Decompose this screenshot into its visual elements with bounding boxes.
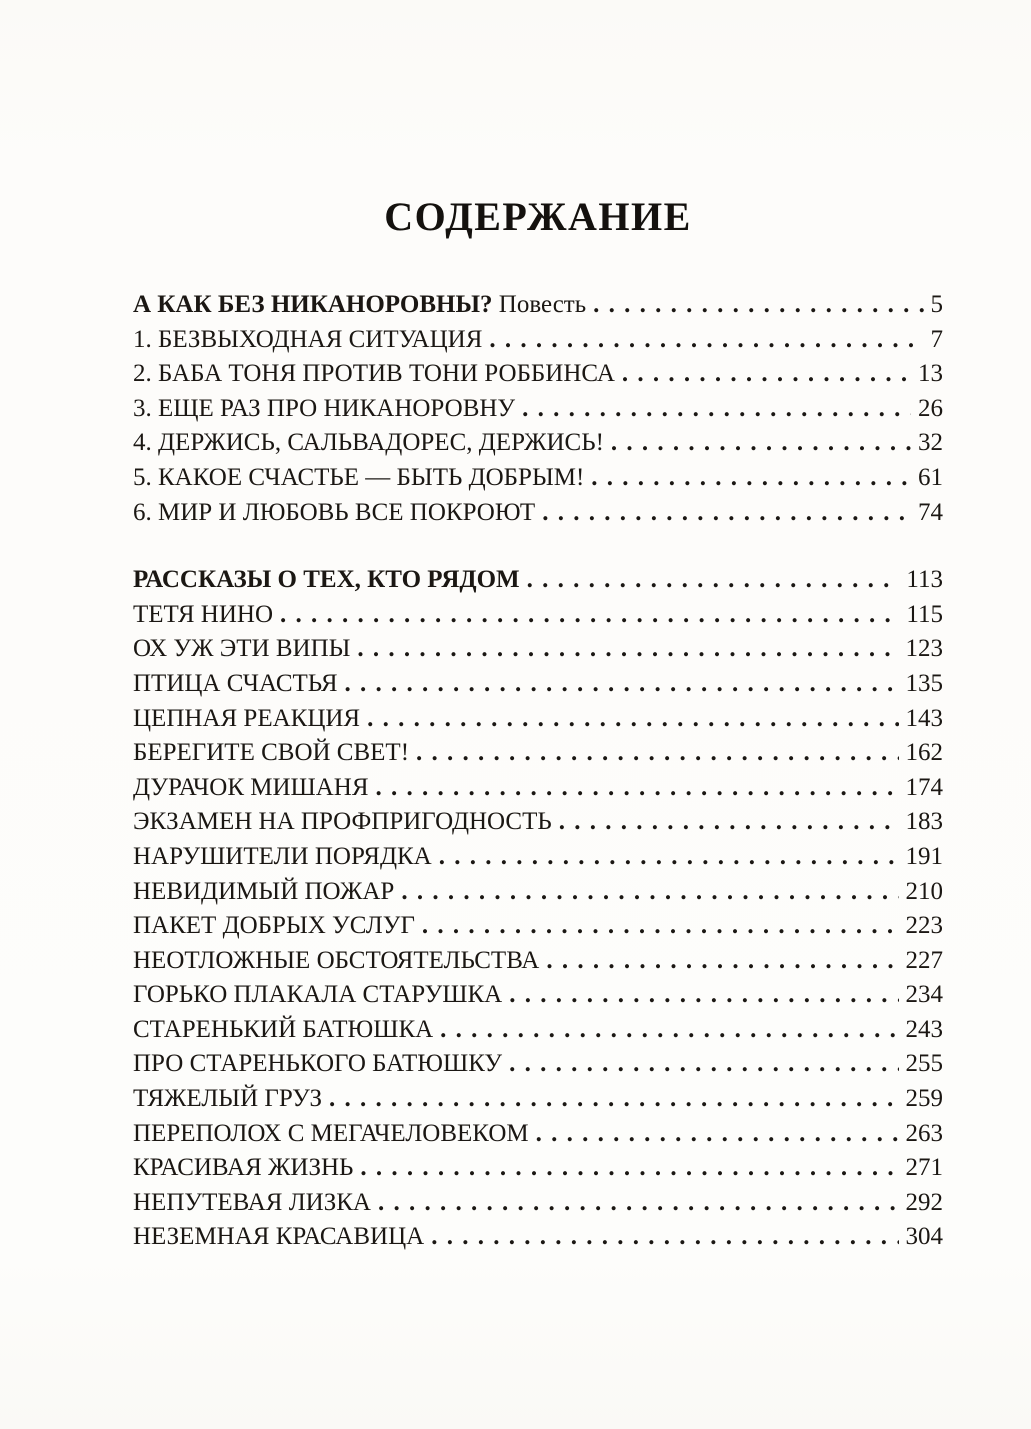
toc-entry-label: 2. БАБА ТОНЯ ПРОТИВ ТОНИ РОББИНСА <box>133 360 615 388</box>
toc-page-number: 191 <box>905 842 943 870</box>
toc-row <box>133 392 943 427</box>
toc-row <box>133 598 943 633</box>
toc-entry-suffix: Повесть <box>498 291 587 318</box>
toc-leader-dots <box>593 288 923 323</box>
toc-row <box>133 1013 943 1048</box>
toc-row <box>133 461 943 496</box>
toc-row <box>133 496 943 531</box>
toc-leader-dots <box>559 805 899 840</box>
toc-entry-label: РАССКАЗЫ О ТЕХ, КТО РЯДОМ <box>133 566 520 594</box>
toc-row <box>133 323 943 358</box>
toc-page-number: 210 <box>905 877 943 905</box>
toc-page-number: 183 <box>905 808 943 836</box>
toc-entry-label: КРАСИВАЯ ЖИЗНЬ <box>133 1154 354 1182</box>
toc-row <box>133 563 943 598</box>
toc-page-number: 74 <box>918 498 943 526</box>
toc-row <box>133 288 943 323</box>
toc-row <box>133 771 943 806</box>
toc-row <box>133 1082 943 1117</box>
toc-row <box>133 909 943 944</box>
toc-leader-dots <box>611 426 911 461</box>
toc-entry-label: 6. МИР И ЛЮБОВЬ ВСЕ ПОКРОЮТ <box>133 498 536 526</box>
toc-page-number: 135 <box>905 669 943 697</box>
toc-entry-label: НАРУШИТЕЛИ ПОРЯДКА <box>133 842 432 870</box>
toc-entry-label: ТЕТЯ НИНО <box>133 600 274 628</box>
toc-leader-dots <box>536 1117 899 1152</box>
toc-page-number: 13 <box>918 360 943 388</box>
toc-entry-label: ПТИЦА СЧАСТЬЯ <box>133 669 338 697</box>
toc-leader-dots <box>542 496 911 531</box>
toc-row <box>133 840 943 875</box>
toc-leader-dots <box>509 1047 898 1082</box>
toc-entry-label: А КАК БЕЗ НИКАНОРОВНЫ? <box>133 291 493 318</box>
toc-row <box>133 632 943 667</box>
toc-leader-dots <box>401 875 898 910</box>
toc-page-number: 263 <box>905 1119 943 1147</box>
toc-row <box>133 702 943 737</box>
toc-entry-label: 4. ДЕРЖИСЬ, САЛЬВАДОРЕС, ДЕРЖИСЬ! <box>133 429 604 457</box>
toc-row <box>133 805 943 840</box>
toc-row <box>133 1151 943 1186</box>
toc-entry-label: СТАРЕНЬКИЙ БАТЮШКА <box>133 1015 434 1043</box>
toc-leader-dots <box>280 598 899 633</box>
toc-entry-label: ТЯЖЕЛЫЙ ГРУЗ <box>133 1085 323 1113</box>
toc-entry-label: НЕОТЛОЖНЫЕ ОБСТОЯТЕЛЬСТВА <box>133 946 540 974</box>
toc-leader-dots <box>509 978 898 1013</box>
toc-page-number: 223 <box>905 912 943 940</box>
toc-page-number: 7 <box>930 325 943 353</box>
toc-row <box>133 944 943 979</box>
toc-entry-label: НЕВИДИМЫЙ ПОЖАР <box>133 877 395 905</box>
toc-page-number: 292 <box>905 1188 943 1216</box>
toc-section <box>133 563 943 1255</box>
toc-leader-dots <box>367 702 898 737</box>
page-title: СОДЕРЖАНИЕ <box>384 193 692 239</box>
toc-leader-dots <box>376 771 899 806</box>
toc-entry-label: ДУРАЧОК МИШАНЯ <box>133 773 369 801</box>
toc-entry-label: ГОРЬКО ПЛАКАЛА СТАРУШКА <box>133 981 503 1009</box>
toc-page-number: 271 <box>905 1154 943 1182</box>
toc-row <box>133 426 943 461</box>
toc-row <box>133 667 943 702</box>
toc-leader-dots <box>357 632 898 667</box>
toc-row <box>133 1117 943 1152</box>
toc-page-number: 174 <box>905 773 943 801</box>
toc <box>133 288 943 1255</box>
toc-row <box>133 875 943 910</box>
toc-page-number: 26 <box>918 394 943 422</box>
toc-leader-dots <box>489 323 923 358</box>
toc-entry-label: 5. КАКОЕ СЧАСТЬЕ — БЫТЬ ДОБРЫМ! <box>133 463 585 491</box>
toc-section <box>133 288 943 530</box>
toc-leader-dots <box>360 1151 898 1186</box>
toc-page-number: 259 <box>905 1085 943 1113</box>
toc-entry-label: ПАКЕТ ДОБРЫХ УСЛУГ <box>133 912 415 940</box>
toc-page-number: 61 <box>918 463 943 491</box>
toc-entry-label: 1. БЕЗВЫХОДНАЯ СИТУАЦИЯ <box>133 325 483 353</box>
toc-row <box>133 1047 943 1082</box>
toc-row <box>133 357 943 392</box>
toc-page-number: 234 <box>905 981 943 1009</box>
toc-page-number: 123 <box>905 635 943 663</box>
toc-row <box>133 736 943 771</box>
toc-page-number: 162 <box>905 739 943 767</box>
toc-leader-dots <box>422 909 899 944</box>
toc-entry-label: НЕЗЕМНАЯ КРАСАВИЦА <box>133 1223 425 1251</box>
toc-page-number: 227 <box>905 946 943 974</box>
toc-entry-label: ОХ УЖ ЭТИ ВИПЫ <box>133 635 351 663</box>
toc-leader-dots <box>522 392 911 427</box>
toc-leader-dots <box>546 944 898 979</box>
toc-entry-label: ЦЕПНАЯ РЕАКЦИЯ <box>133 704 361 732</box>
toc-entry-label: БЕРЕГИТЕ СВОЙ СВЕТ! <box>133 739 410 767</box>
toc-page-number: 143 <box>905 704 943 732</box>
toc-row <box>133 1186 943 1221</box>
toc-row <box>133 1220 943 1255</box>
toc-leader-dots <box>329 1082 898 1117</box>
toc-entry-label: 3. ЕЩЕ РАЗ ПРО НИКАНОРОВНУ <box>133 394 516 422</box>
toc-leader-dots <box>345 667 899 702</box>
toc-page-number: 5 <box>930 291 943 318</box>
toc-leader-dots <box>431 1220 898 1255</box>
toc-leader-dots <box>378 1186 899 1221</box>
toc-leader-dots <box>440 1013 898 1048</box>
toc-page-number: 113 <box>906 566 943 594</box>
toc-leader-dots <box>416 736 898 771</box>
toc-entry-label: ЭКЗАМЕН НА ПРОФПРИГОДНОСТЬ <box>133 808 552 836</box>
toc-entry-label: НЕПУТЕВАЯ ЛИЗКА <box>133 1188 371 1216</box>
toc-page-number: 115 <box>906 600 943 628</box>
toc-leader-dots <box>439 840 899 875</box>
toc-page-number: 32 <box>918 429 943 457</box>
toc-entry-label: ПРО СТАРЕНЬКОГО БАТЮШКУ <box>133 1050 503 1078</box>
toc-page-number: 304 <box>905 1223 943 1251</box>
toc-leader-dots <box>591 461 911 496</box>
toc-page-number: 243 <box>905 1015 943 1043</box>
toc-page-number: 255 <box>905 1050 943 1078</box>
toc-leader-dots <box>622 357 911 392</box>
toc-row <box>133 978 943 1013</box>
toc-entry-label: ПЕРЕПОЛОХ С МЕГАЧЕЛОВЕКОМ <box>133 1119 529 1147</box>
toc-leader-dots <box>527 563 900 598</box>
